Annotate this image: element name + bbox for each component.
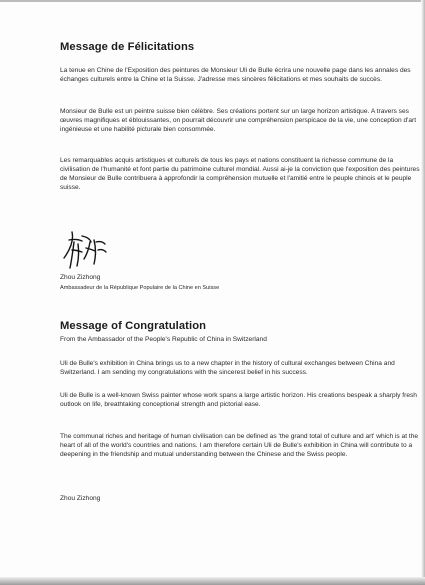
english-subheading: From the Ambassador of the People's Republic of China in Switzerland	[60, 336, 267, 343]
french-signature-title: Ambassadeur de la République Populaire de la Chine en Suisse	[60, 285, 220, 291]
english-paragraph-1: Uli de Bulle's exhibition in China brings us to a new chapter in the history of cultural exchanges between China and Switzerland. I am sending my congratulations with the sincerest belief in his success.	[60, 360, 395, 376]
english-heading: Message of Congratulation	[60, 320, 207, 332]
french-paragraph-1: La tenue en Chine de l'Exposition des peintures de Monsieur Uli de Bulle écrira une nouvelle page dans les annales des échanges culturels entre la Chine et la Suisse. J'adresse mes sincères félicitations et mes souhaits de succès.	[60, 67, 411, 83]
french-paragraph-2: Monsieur de Bulle est un peintre suisse bien célèbre. Ses créations portent sur un large horizon artistique. A travers ses œuvres magnifiques et éblouissantes, on pourrait découvrir une compréhension perspicace de la vie, une conception d'art ingénieuse et une habilité picturale bien consommée.	[60, 108, 417, 133]
french-signature-name: Zhou Zizhong	[60, 274, 101, 281]
french-heading: Message de Félicitations	[60, 41, 195, 53]
scan-edge-right	[421, 0, 425, 585]
english-paragraph-3: The communal riches and heritage of human civilisation can be defined as 'the grand total of culture and art' which is at the heart of all of the world's countries and nations. I am therefore certain Uli de Bulle's exhibition in China will contribute to a deepening in the friendship and mutual understanding between the Chinese and the Swiss people.	[60, 433, 419, 458]
french-paragraph-3: Les remarquables acquis artistiques et culturels de tous les pays et nations constituent la richesse commune de la civilisation de l'humanité et font partie du patrimoine culturel mondial. Aussi ai-je la conviction que l'exposition des peintures de Monsieur de Bulle contribuera à approfondir la compréhension mutuelle et l'amitié entre le peuple chinois et le peuple suisse.	[60, 157, 420, 191]
scan-edge-top	[0, 0, 425, 2]
scan-edge-bottom	[0, 577, 425, 585]
english-signature-name: Zhou Zizhong	[60, 495, 101, 502]
english-paragraph-2: Uli de Bulle is a well-known Swiss painter whose work spans a large artistic horizon. His creations bespeak a sharply fresh outlook on life, breathtaking conceptional strength and pictorial ease.	[60, 392, 417, 408]
handwritten-signature	[60, 228, 120, 274]
